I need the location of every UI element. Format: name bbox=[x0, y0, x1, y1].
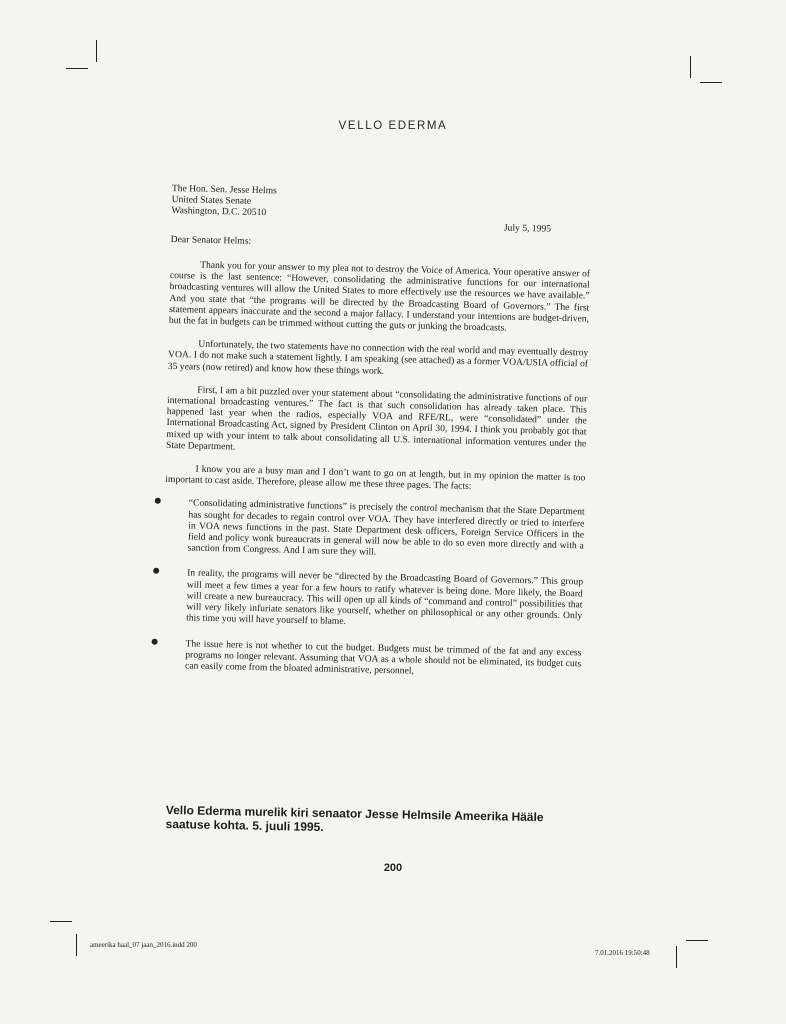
body-paragraph: I know you are a busy man and I don’t want to go on at length, but in my opinion the matter is too important to cast aside. Therefore, please allow me these three pages. The facts: bbox=[165, 463, 586, 493]
bullet-dot-icon bbox=[153, 568, 159, 574]
body-paragraph: Thank you for your answer to my plea not to destroy the Voice of America. Your operative answer of course is the last sentence: “However, consolidating the administrative functions for our international broadcasting ventures will allow the United States to more effectively use the resources we have available.” And you state that “the programs will be directed by the Broadcasting Board of Governors.” The first statement appears inaccurate and the second a major fallacy. I understand your intentions are budget-driven, but the fat in budgets can be trimmed without cutting the guts or junking the broadcasts. bbox=[168, 259, 591, 334]
footer-file-name: ameerika haal_07 jaan_2016.indd 200 bbox=[90, 941, 197, 949]
figure-caption: Vello Ederma murelik kiri senaator Jesse Helmsile Ameerika Hääle saatuse kohta. 5. juuli 1995. bbox=[165, 803, 544, 835]
bullet-item bbox=[162, 567, 583, 633]
bullet-text: The issue here is not whether to cut the budget. Budgets must be trimmed of the fat and any excess programs no longer relevant. Assuming that VOA as a whole should not be eliminated, its budget cuts can easily come from the bloated administrative, personnel, bbox=[184, 637, 582, 677]
bullet-list bbox=[161, 497, 585, 680]
bullet-text: In reality, the programs will never be “directed by the Broadcasting Board of Governors.” This group will meet a few times a year for a few hours to ratify whatever is being done. More likely, the Board will create a new bureaucracy. This will open up all kinds of “command and control” possibilities that will very likely infuriate senators like yourself, whether on philosophical or any other grounds. Only this time you will have yourself to blame. bbox=[186, 567, 584, 628]
bullet-dot-icon bbox=[155, 498, 161, 504]
letter-body bbox=[161, 183, 592, 695]
footer-timestamp: 7.01.2016 19:50:48 bbox=[595, 949, 650, 957]
body-paragraph: Unfortunately, the two statements have no connection with the real world and may eventually destroy VOA. I do not make such a statement lightly. I am speaking (see attached) as a former VOA/USIA official of 35 years (now retired) and know how these things work. bbox=[167, 338, 589, 377]
bullet-item bbox=[164, 497, 585, 563]
page-number: 200 bbox=[383, 862, 403, 874]
bullet-dot-icon bbox=[152, 638, 158, 644]
bullet-text: “Consolidating administrative functions” is precisely the control mechanism that the State Department has sought for decades to regain control over VOA. They have interfered directly or tried to interfere in VOA news functions in the past. State Department desk officers, Foreign Service Officers in the field and policy wonk bureaucrats in general will now be able to do so even more directly and with a sanction from Congress. And I am sure they will. bbox=[187, 497, 585, 559]
recipient-line: United States Senate bbox=[171, 194, 252, 207]
letter-date: July 5, 1995 bbox=[503, 222, 552, 235]
letterhead: VELLO EDERMA bbox=[338, 120, 448, 132]
recipient-line: The Hon. Sen. Jesse Helms bbox=[171, 183, 277, 197]
salutation: Dear Senator Helms: bbox=[170, 233, 252, 247]
bullet-item bbox=[161, 637, 582, 680]
recipient-line: Washington, D.C. 20510 bbox=[171, 205, 267, 219]
body-paragraph: First, I am a bit puzzled over your statement about “consolidating the administrative functions of our international broadcasting ventures.” The fact is that such consolidation has already taken place. This happened last year when the radios, especially VOA and RFE/RL, were “consolidated” under the International Broadcasting Act, signed by President Clinton on April 30, 1994. I think you probably got that mixed up with your intent to talk about consolidating all U.S. international information ventures under the State Department. bbox=[165, 384, 588, 453]
